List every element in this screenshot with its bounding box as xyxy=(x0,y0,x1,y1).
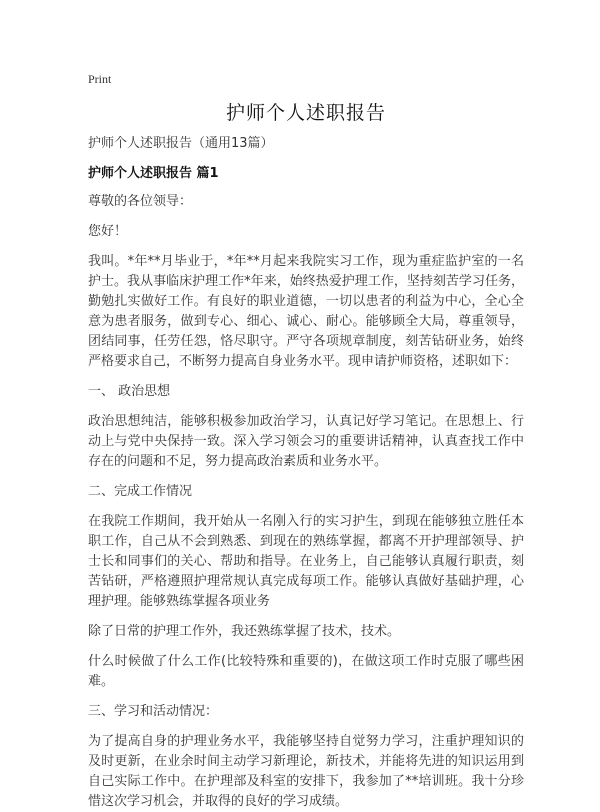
document-subtitle: 护师个人述职报告（通用13篇） xyxy=(88,136,274,151)
work-paragraph: 在我院工作期间，我开始从一名刚入行的实习护生，到现在能够独立胜任本职工作，自己从不会到熟悉、到现在的熟练掌握，都离不开护理部领导、护士长和同事们的关心、帮助和指导。在业务上，自己能够认真履行职责，刻苦钻研，严格遵照护理常规认真完成每项工作。能够认真做好基础护理，心理护理。能够熟练掌握各项业务 xyxy=(88,514,524,609)
achievements-paragraph: 什么时候做了什么工作(比较特殊和重要的)，在做这项工作时克服了哪些困难。 xyxy=(88,654,524,689)
section-heading-politics: 一、 政治思想 xyxy=(88,384,171,399)
print-link[interactable]: Print xyxy=(88,72,112,86)
intro-paragraph: 我叫。*年**月毕业于，*年**月起来我院实习工作，现为重症监护室的一名护士。我从事临床护理工作*年来，始终热爱护理工作，坚持刻苦学习任务，勤勉扎实做好工作。有良好的职业道德，一切以患者的利益为中心，全心全意为患者服务，做到专心、细心、诚心、耐心。能够顾全大局，尊重领导，团结同事，任劳任怨，恪尽职守。严守各项规章制度，刻苦钻研业务，始终严格要求自己，不断努力提高自身业务水平。现申请护师资格，述职如下： xyxy=(88,254,524,369)
politics-paragraph: 政治思想纯洁，能够积极参加政治学习，认真记好学习笔记。在思想上、行动上与党中央保持一致。深入学习领会习的重要讲话精神，认真查找工作中存在的问题和不足，努力提高政治素质和业务水平。 xyxy=(88,414,524,469)
salutation: 尊敬的各位领导： xyxy=(88,194,193,209)
section-heading-work: 二、完成工作情况 xyxy=(88,484,193,499)
section-heading-study: 三、学习和活动情况： xyxy=(88,704,219,719)
greeting: 您好！ xyxy=(88,224,128,239)
document-page xyxy=(88,70,524,812)
document-title: 护师个人述职报告 xyxy=(225,102,386,124)
skills-paragraph: 除了日常的护理工作外，我还熟练掌握了技术，技术。 xyxy=(88,624,401,639)
chapter-title: 护师个人述职报告 篇1 xyxy=(88,166,219,181)
study-paragraph: 为了提高自身的护理业务水平，我能够坚持自觉努力学习，注重护理知识的及时更新，在业余时间主动学习新理论，新技术，并能将先进的知识运用到自己实际工作中。在护理部及科室的安排下，我参加了**培训班。我十分珍惜这次学习机会，并取得的良好的学习成绩。 xyxy=(88,734,524,809)
